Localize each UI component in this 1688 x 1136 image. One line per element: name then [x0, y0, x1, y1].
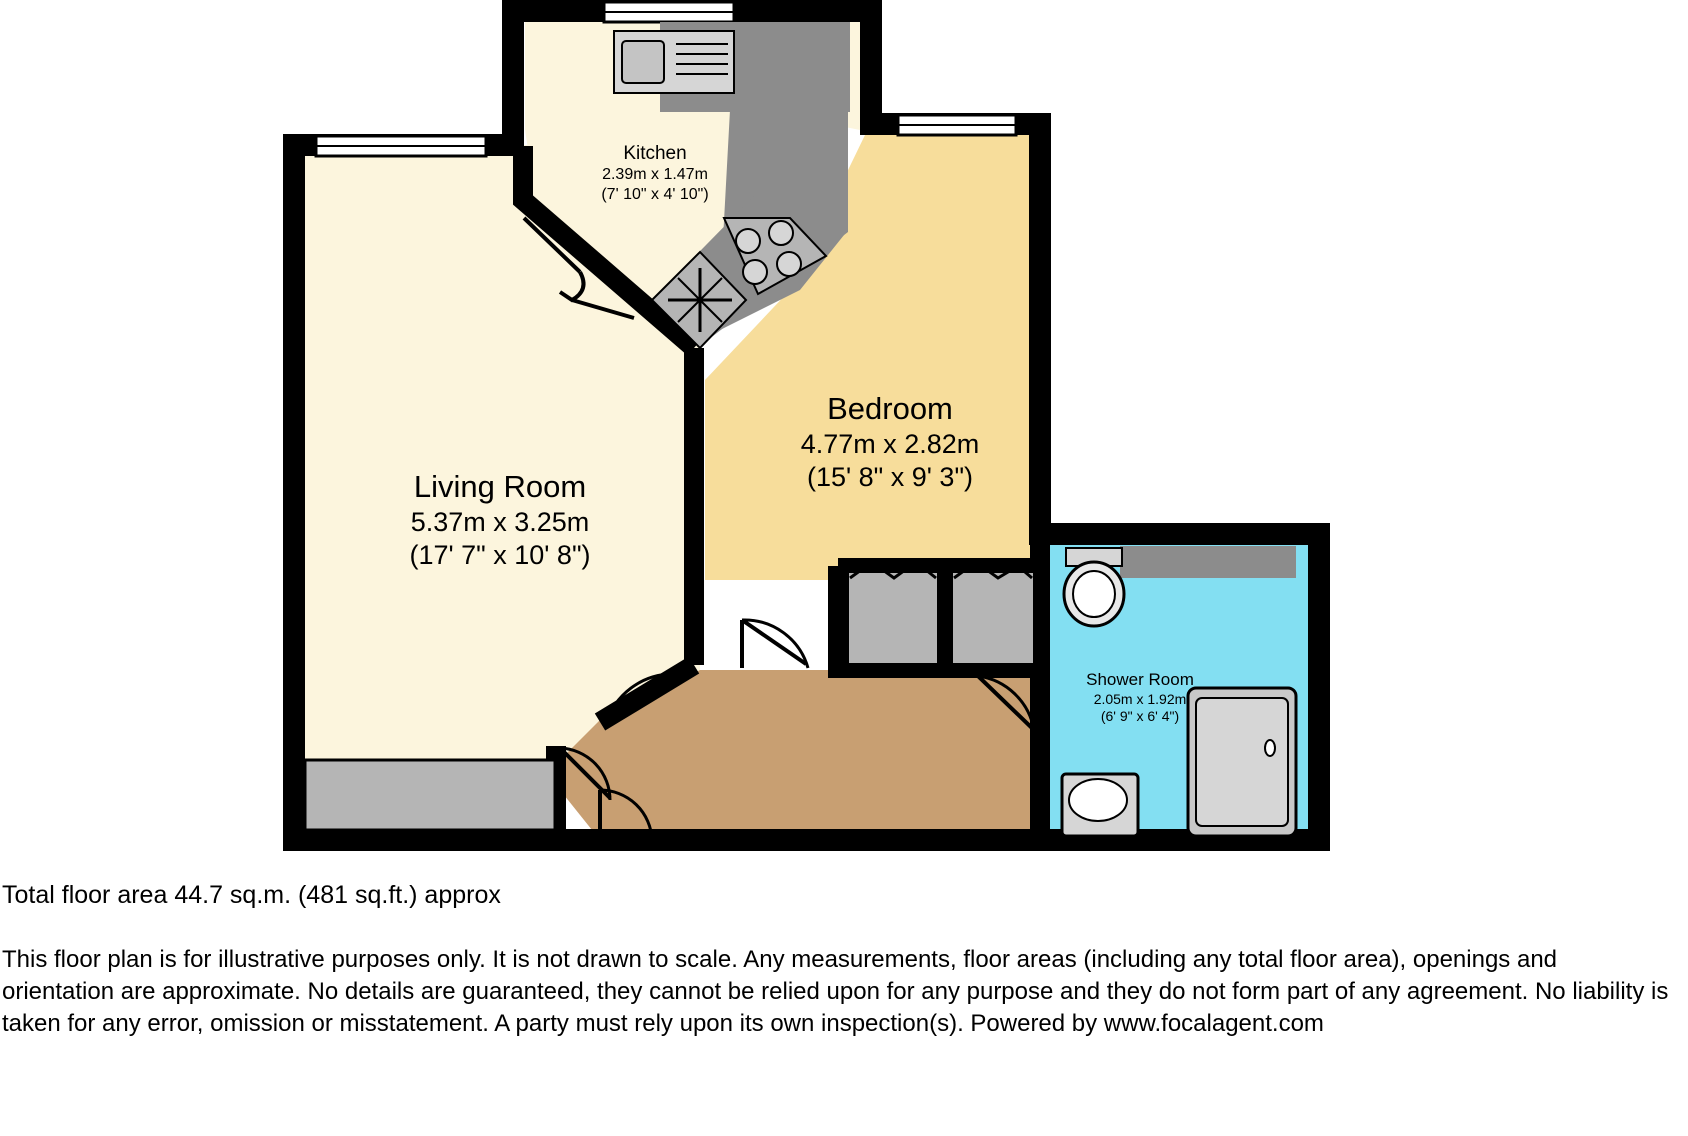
room-dim-metric-kitchen: 2.39m x 1.47m	[602, 166, 708, 184]
door-bedroom	[742, 620, 808, 668]
wash-basin	[1062, 774, 1138, 836]
room-name-kitchen: Kitchen	[623, 143, 687, 164]
room-dim-imperial-bedroom: (15' 8" x 9' 3")	[806, 461, 974, 492]
room-dim-metric-living-room: 5.37m x 3.25m	[410, 506, 590, 537]
toilet	[1064, 548, 1124, 626]
room-name-bedroom: Bedroom	[827, 391, 953, 426]
bath-shower-tray	[1188, 688, 1296, 836]
footer	[0, 880, 1688, 1040]
room-name-living-room: Living Room	[413, 469, 587, 504]
room-dim-metric-bedroom: 4.77m x 2.82m	[800, 428, 980, 459]
room-name-shower-room: Shower Room	[1086, 670, 1194, 689]
disclaimer-text: This floor plan is for illustrative purposes only. It is not drawn to scale. Any measurements, floor areas (including any total floor area), openings and orientation are approximate. No details are guaranteed, they cannot be relied upon for any purpose and they do not form part of any agreement. No liability is taken for any error, omission or misstatement. A party must rely upon its own inspection(s). Powered by www.focalagent.com	[2, 946, 1669, 1037]
wardrobe-left	[848, 572, 938, 664]
shower-room-counter	[1120, 546, 1296, 578]
window-kitchen	[604, 2, 734, 22]
room-dim-metric-shower-room: 2.05m x 1.92m	[1093, 690, 1187, 707]
window-living-room	[316, 136, 486, 156]
kitchen-sink	[614, 31, 734, 93]
room-dim-imperial-living-room: (17' 7" x 10' 8")	[409, 539, 591, 570]
room-dim-imperial-shower-room: (6' 9" x 6' 4")	[1100, 707, 1180, 724]
total-floor-area-text: Total floor area 44.7 sq.m. (481 sq.ft.) approx	[2, 881, 501, 909]
room-dim-imperial-kitchen: (7' 10" x 4' 10")	[601, 185, 709, 203]
living-room-storage	[305, 760, 555, 830]
window-bedroom	[898, 115, 1016, 135]
wardrobe-right	[952, 572, 1034, 664]
